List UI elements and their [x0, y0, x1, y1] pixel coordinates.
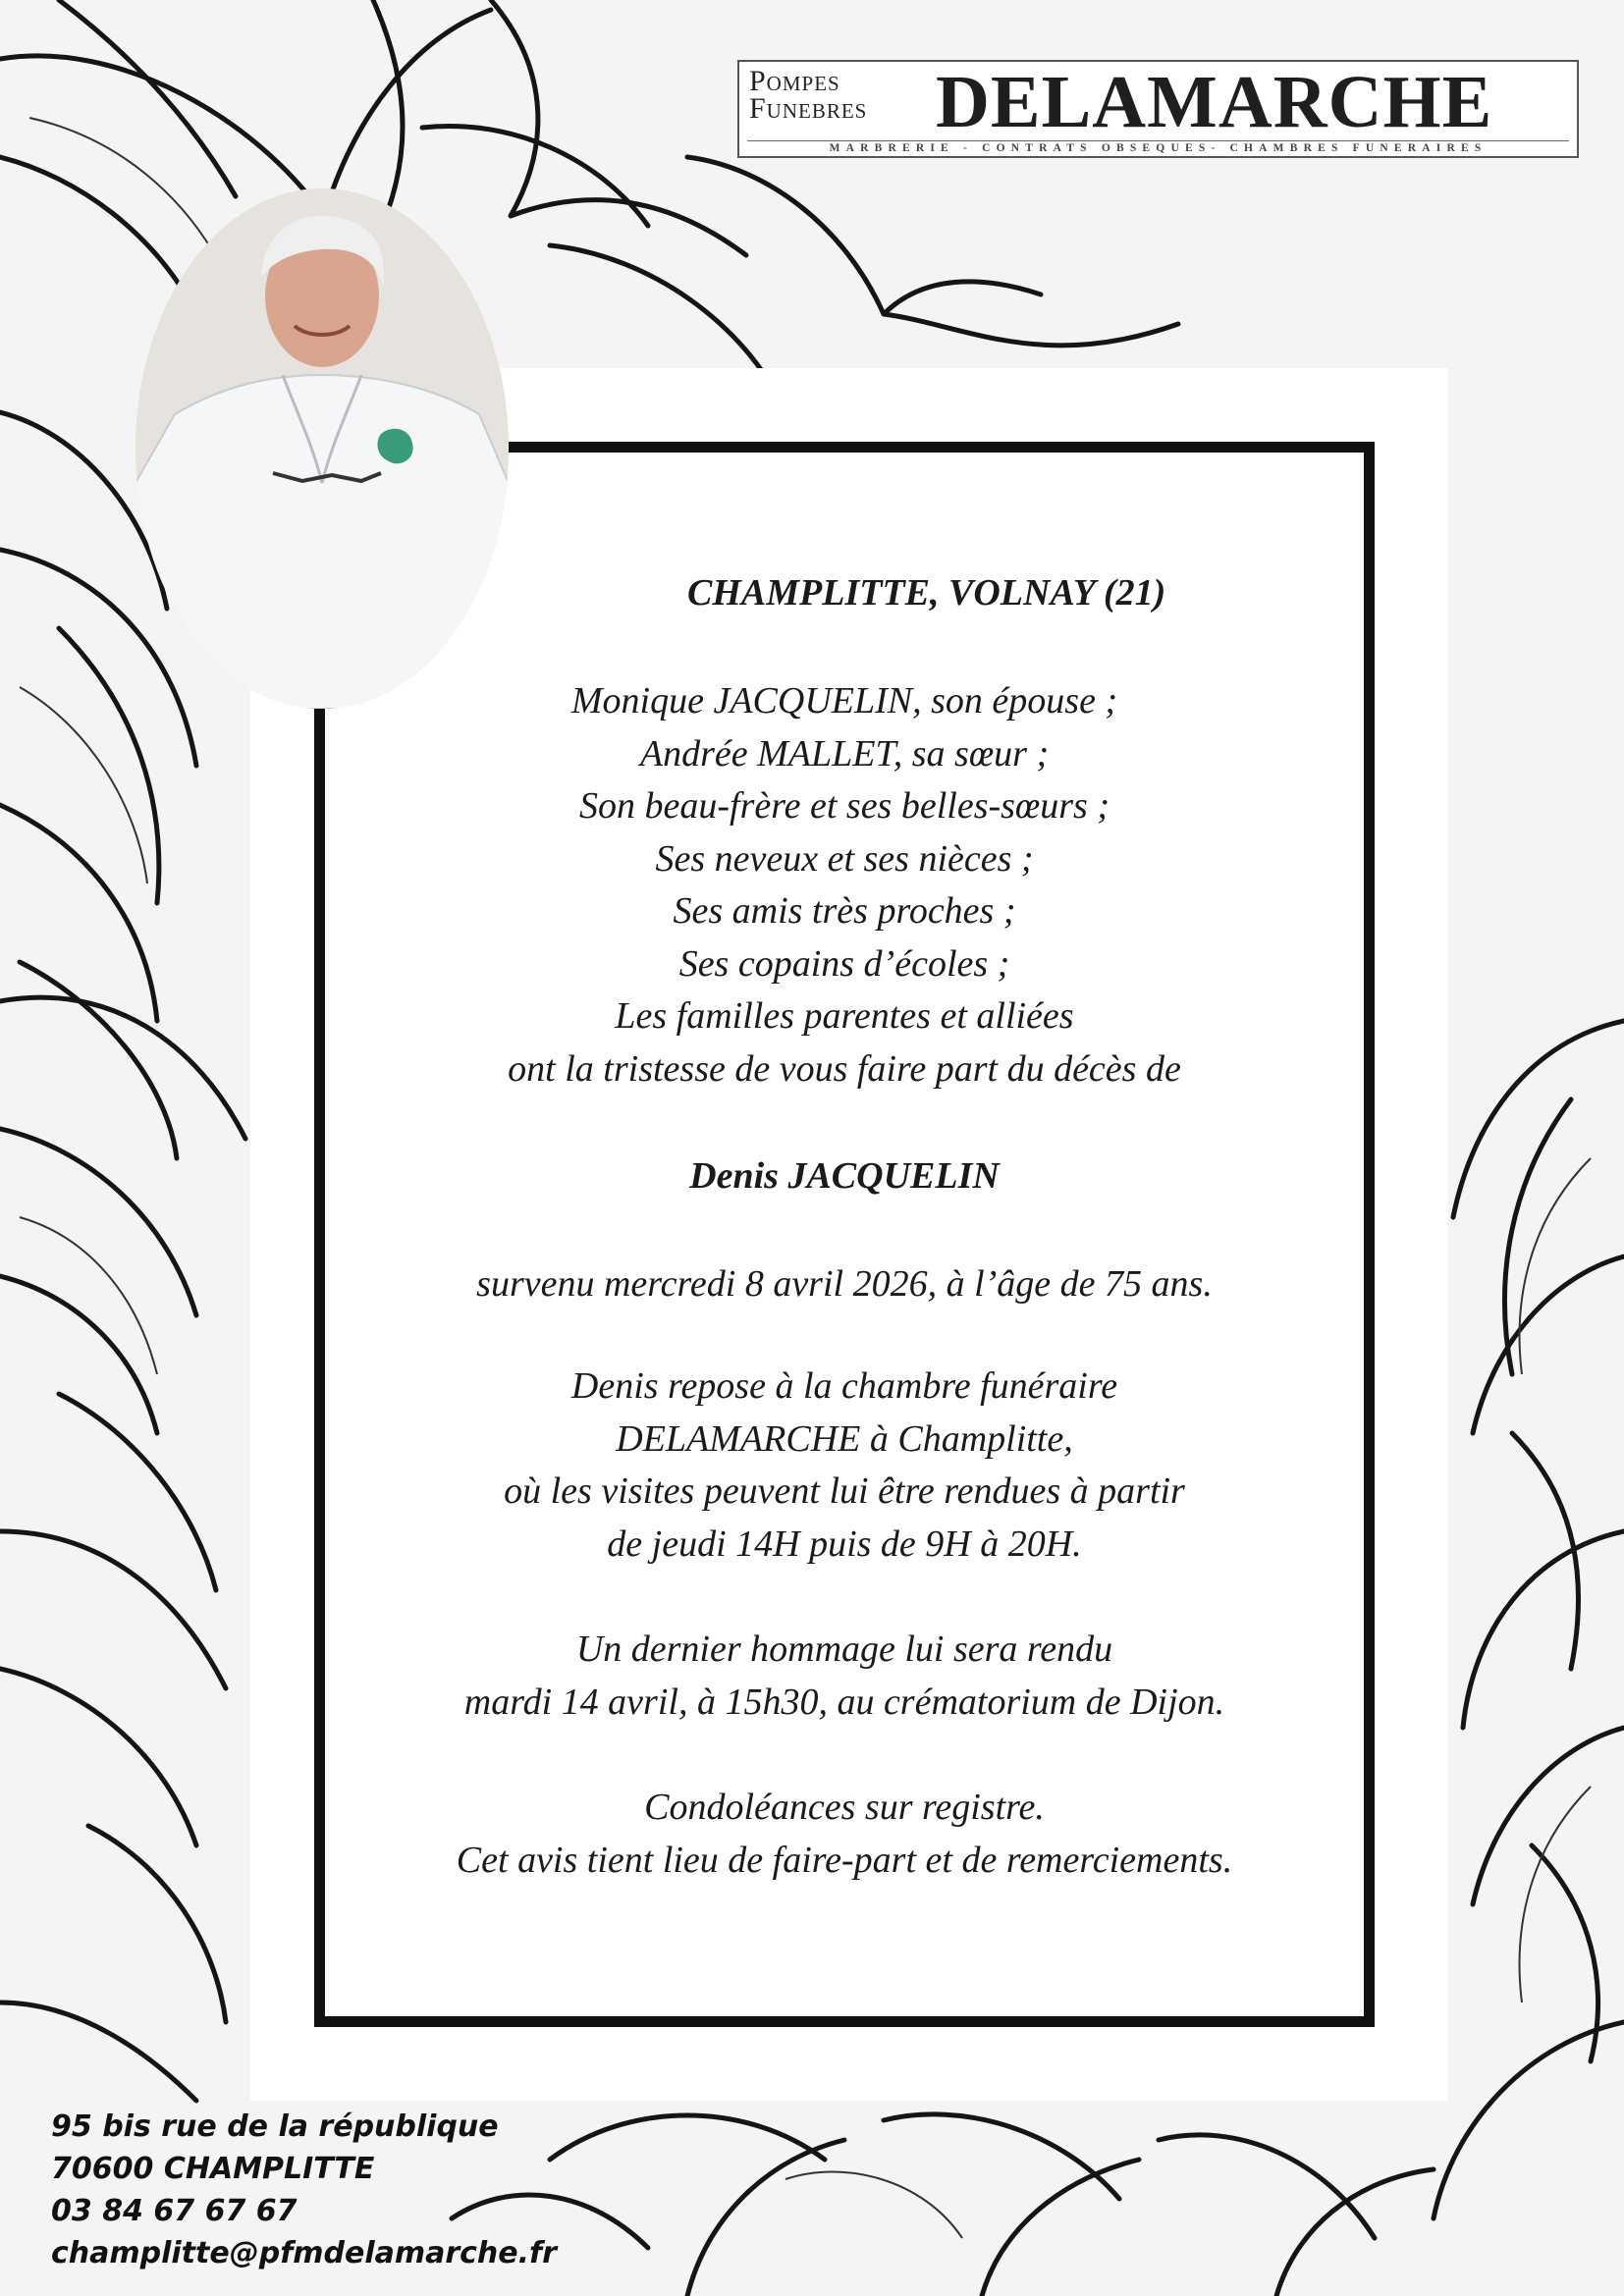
ceremony-info: [314, 1624, 1375, 1729]
logo-line-funebres: Funebres: [749, 92, 868, 125]
deceased-name: Denis JACQUELIN: [689, 1155, 1000, 1197]
logo-company-name: DELAMARCHE: [936, 61, 1493, 143]
contact-phone: 03 84 67 67 67: [51, 2194, 298, 2228]
visit-line: où les visites peuvent lui être rendues à partir: [504, 1470, 1185, 1512]
death-line: survenu mercredi 8 avril 2026, à l’âge de 75 ans.: [476, 1263, 1213, 1305]
family-line: Andrée MALLET, sa sœur ;: [639, 732, 1050, 774]
closing-line: Cet avis tient lieu de faire-part et de remerciements.: [456, 1839, 1233, 1881]
contact-address: 95 bis rue de la république: [51, 2109, 499, 2144]
family-line: Ses neveux et ses nièces ;: [655, 837, 1034, 880]
logo-tagline: MARBRERIE - CONTRATS OBSEQUES- CHAMBRES FUNERAIRES: [747, 140, 1569, 154]
family-line: Son beau-frère et ses belles-sœurs ;: [579, 785, 1110, 827]
visit-line: de jeudi 14H puis de 9H à 20H.: [607, 1522, 1082, 1565]
family-line: Ses amis très proches ;: [673, 890, 1016, 932]
company-logo: [737, 60, 1579, 158]
closing-info: [314, 1782, 1375, 1887]
family-announcement: [314, 675, 1375, 1095]
notice-location: CHAMPLITTE, VOLNAY (21): [687, 572, 1166, 614]
contact-block: [51, 2106, 557, 2274]
contact-city: 70600 CHAMPLITTE: [51, 2152, 375, 2186]
visit-line: Denis repose à la chambre funéraire: [570, 1365, 1118, 1407]
family-line: Ses copains d’écoles ;: [678, 942, 1010, 985]
ceremony-line: mardi 14 avril, à 15h30, au crématorium de Dijon.: [463, 1681, 1225, 1723]
family-line: Les familles parentes et alliées: [615, 995, 1074, 1037]
family-line: Monique JACQUELIN, son épouse ;: [570, 680, 1118, 721]
logo-prefix: [749, 65, 921, 125]
deceased-photo: [135, 188, 509, 709]
closing-line: Condoléances sur registre.: [644, 1787, 1045, 1828]
visit-info: [314, 1361, 1375, 1571]
family-line: ont la tristesse de vous faire part du décès de: [508, 1047, 1181, 1090]
contact-email: champlitte@pfmdelamarche.fr: [51, 2236, 557, 2270]
ceremony-line: Un dernier hommage lui sera rendu: [575, 1629, 1113, 1670]
logo-line-pompes: Pompes: [749, 65, 840, 97]
visit-line: DELAMARCHE à Champlitte,: [616, 1417, 1073, 1460]
